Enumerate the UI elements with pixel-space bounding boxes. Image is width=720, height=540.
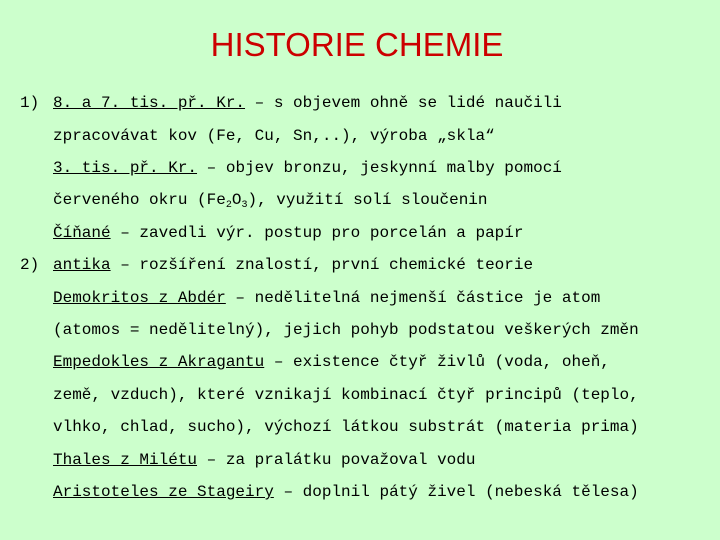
- underlined-term: Demokritos z Abdér: [53, 289, 226, 307]
- text-line: zpracovávat kov (Fe, Cu, Sn,..), výroba „skla“: [53, 127, 495, 145]
- text-line: [53, 482, 639, 502]
- subscript: 2: [225, 200, 232, 211]
- line-text: – zavedli výr. postup pro porcelán a papír: [110, 224, 524, 242]
- page-title: HISTORIE CHEMIE: [210, 26, 504, 63]
- line-text: – za pralátku považoval vodu: [197, 451, 476, 469]
- text-line: země, vzduch), které vznikají kombinací čtyř principů (teplo,: [53, 386, 639, 404]
- underlined-term: Empedokles z Akragantu: [53, 353, 265, 371]
- text-line: vlhko, chlad, sucho), výchozí látkou substrát (materia prima): [53, 418, 639, 436]
- underlined-term: Číňané: [53, 224, 111, 242]
- underlined-term: Aristoteles ze Stageiry: [53, 483, 274, 501]
- line-text: O: [231, 191, 242, 209]
- line-text: – doplnil pátý živel (nebeská tělesa): [273, 483, 639, 501]
- text-line: [53, 93, 562, 113]
- text-line: [53, 158, 562, 178]
- subscript: 3: [241, 200, 248, 211]
- underlined-term: antika: [53, 256, 111, 274]
- text-line: [53, 190, 488, 210]
- line-text: – s objevem ohně se lidé naučili: [245, 94, 562, 112]
- line-text: – objev bronzu, jeskynní malby pomocí: [197, 159, 562, 177]
- line-text: ), využití solí sloučenin: [247, 191, 488, 209]
- section-number: 2): [20, 256, 40, 274]
- underlined-term: 3. tis. př. Kr.: [53, 159, 198, 177]
- text-line: [53, 352, 610, 372]
- line-text: – nedělitelná nejmenší částice je atom: [225, 289, 601, 307]
- line-text: – existence čtyř živlů (voda, oheň,: [264, 353, 610, 371]
- underlined-term: Thales z Milétu: [53, 451, 198, 469]
- text-line: [53, 255, 533, 275]
- text-line: [53, 288, 600, 308]
- underlined-term: 8. a 7. tis. př. Kr.: [53, 94, 246, 112]
- text-line: [53, 450, 475, 470]
- line-text: – rozšíření znalostí, první chemické teorie: [110, 256, 534, 274]
- text-line: [53, 223, 523, 243]
- section-number: 1): [20, 94, 40, 112]
- text-line: (atomos = nedělitelný), jejich pohyb podstatou veškerých změn: [53, 321, 639, 339]
- line-text: červeného okru (Fe: [53, 191, 226, 209]
